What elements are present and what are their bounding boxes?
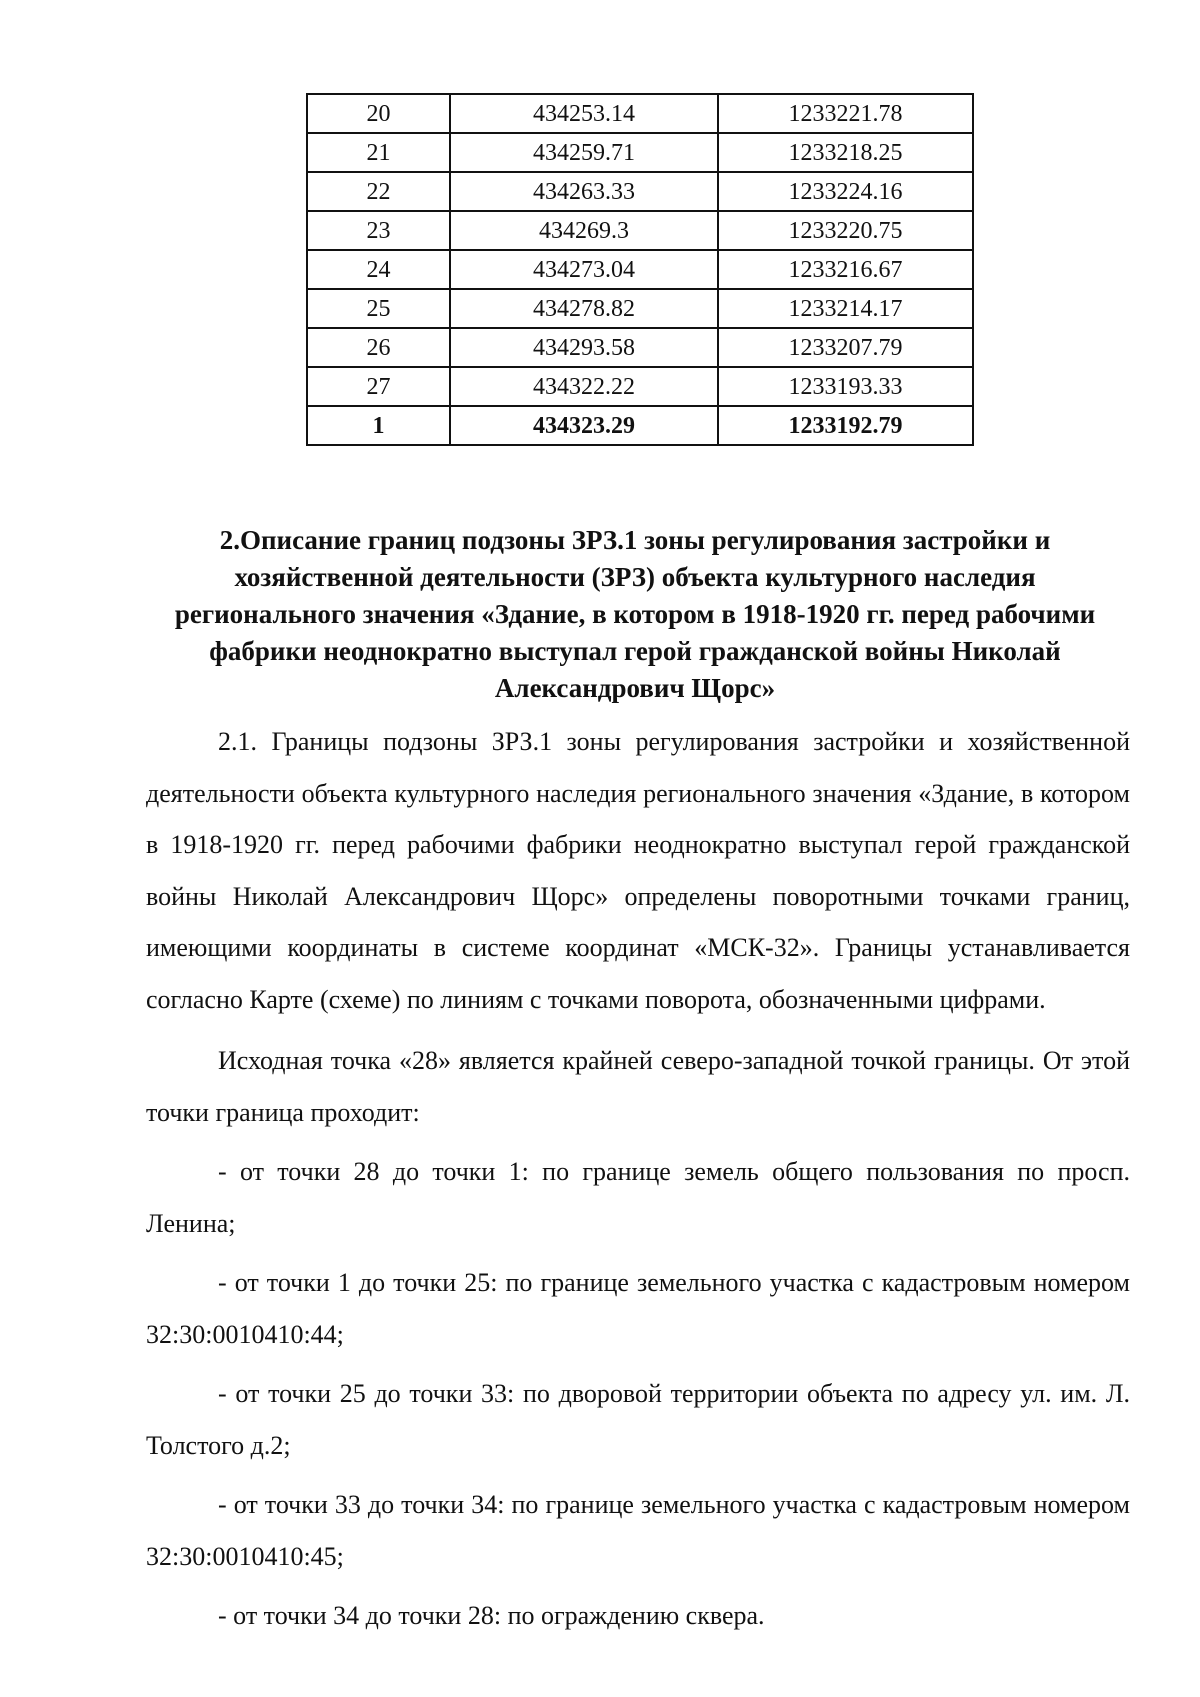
y-coordinate-cell: 1233214.17 <box>718 289 973 328</box>
y-coordinate-cell: 1233216.67 <box>718 250 973 289</box>
y-coordinate-cell: 1233221.78 <box>718 94 973 133</box>
table-row <box>307 328 973 367</box>
heading-line: регионального значения «Здание, в котором в 1918-1920 гг. перед рабочими <box>174 599 1096 629</box>
paragraph-start-point: Исходная точка «28» является крайней северо-западной точкой границы. От этой точки граница проходит: <box>146 1046 1130 1127</box>
y-coordinate-cell: 1233218.25 <box>718 133 973 172</box>
table-row <box>307 250 973 289</box>
x-coordinate-cell: 434293.58 <box>450 328 718 367</box>
x-coordinate-cell: 434263.33 <box>450 172 718 211</box>
coordinates-table-body <box>307 94 973 445</box>
boundary-item: - от точки 33 до точки 34: по границе земельного участка с кадастровым номером 32:30:0010410:45; <box>146 1490 1130 1571</box>
table-row-closing-point <box>307 406 973 445</box>
table-row <box>307 133 973 172</box>
point-number-cell: 23 <box>307 211 450 250</box>
paragraph-2-1: 2.1. Границы подзоны ЗРЗ.1 зоны регулирования застройки и хозяйственной деятельности объекта культурного наследия регионального значения «Здание, в котором в 1918-1920 гг. перед рабочими фабрики неоднократно выступал герой гражданской войны Николай Александрович Щорс» определены поворотными точками границ, имеющими координаты в системе координат «МСК-32». Границы устанавливается согласно Карте (схеме) по линиям с точками поворота, обозначенными цифрами. <box>146 727 1130 1014</box>
point-number-cell: 27 <box>307 367 450 406</box>
point-number-cell: 24 <box>307 250 450 289</box>
table-row <box>307 172 973 211</box>
y-coordinate-cell: 1233192.79 <box>718 406 973 445</box>
table-row <box>307 289 973 328</box>
boundary-item: - от точки 1 до точки 25: по границе земельного участка с кадастровым номером 32:30:0010410:44; <box>146 1268 1130 1349</box>
section-heading <box>140 522 1130 707</box>
y-coordinate-cell: 1233220.75 <box>718 211 973 250</box>
x-coordinate-cell: 434253.14 <box>450 94 718 133</box>
heading-line: хозяйственной деятельности (ЗРЗ) объекта культурного наследия <box>234 562 1036 592</box>
y-coordinate-cell: 1233193.33 <box>718 367 973 406</box>
x-coordinate-cell: 434278.82 <box>450 289 718 328</box>
x-coordinate-cell: 434269.3 <box>450 211 718 250</box>
table-row <box>307 94 973 133</box>
boundary-item: - от точки 28 до точки 1: по границе земель общего пользования по просп. Ленина; <box>146 1157 1130 1238</box>
x-coordinate-cell: 434323.29 <box>450 406 718 445</box>
point-number-cell: 21 <box>307 133 450 172</box>
point-number-cell: 26 <box>307 328 450 367</box>
heading-line: Александрович Щорс» <box>494 673 776 703</box>
point-number-cell: 22 <box>307 172 450 211</box>
coordinates-table <box>306 93 974 446</box>
heading-line: 2.Описание границ подзоны ЗРЗ.1 зоны регулирования застройки и <box>219 525 1051 555</box>
section-body <box>146 716 1130 1642</box>
point-number-cell: 20 <box>307 94 450 133</box>
y-coordinate-cell: 1233224.16 <box>718 172 973 211</box>
heading-line: фабрики неоднократно выступал герой гражданской войны Николай <box>209 636 1061 666</box>
point-number-cell: 25 <box>307 289 450 328</box>
x-coordinate-cell: 434273.04 <box>450 250 718 289</box>
x-coordinate-cell: 434322.22 <box>450 367 718 406</box>
x-coordinate-cell: 434259.71 <box>450 133 718 172</box>
y-coordinate-cell: 1233207.79 <box>718 328 973 367</box>
point-number-cell: 1 <box>307 406 450 445</box>
table-row <box>307 367 973 406</box>
table-row <box>307 211 973 250</box>
boundary-item: - от точки 34 до точки 28: по ограждению сквера. <box>218 1601 765 1630</box>
boundary-item: - от точки 25 до точки 33: по дворовой территории объекта по адресу ул. им. Л. Толстого д.2; <box>146 1379 1130 1460</box>
